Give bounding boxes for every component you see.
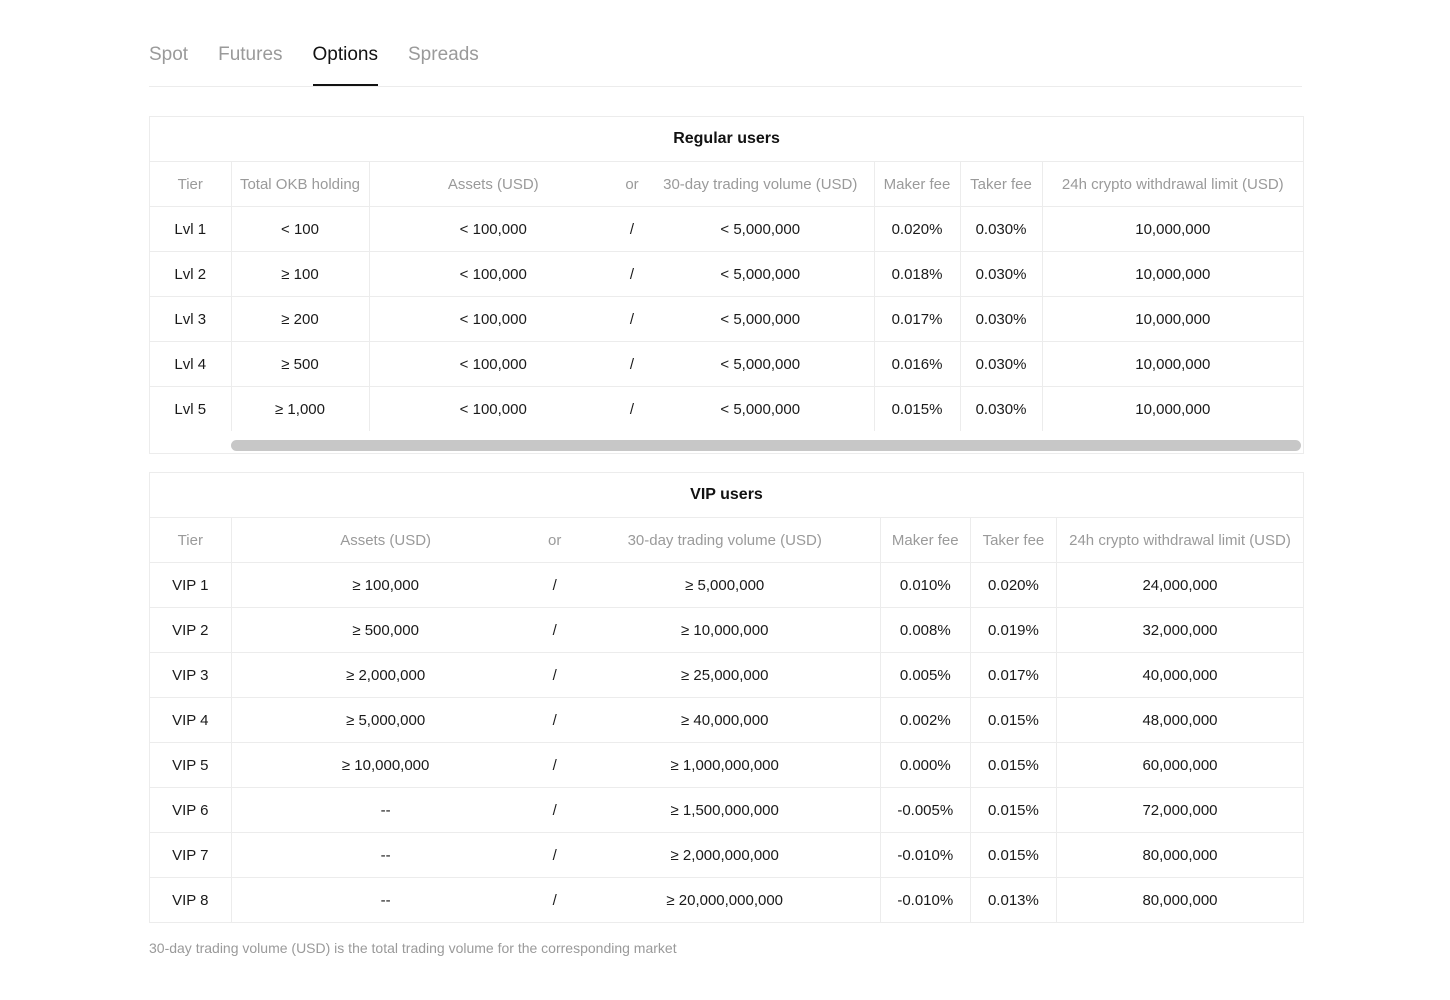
taker-fee-cell: 0.030% <box>960 297 1042 342</box>
vip-users-table <box>149 472 1304 923</box>
okb-holding-cell: ≥ 1,000 <box>231 387 369 432</box>
taker-fee-cell: 0.015% <box>970 833 1056 878</box>
trading-volume-cell: ≥ 25,000,000 <box>570 653 881 698</box>
or-separator-cell: / <box>617 297 647 342</box>
trading-volume-cell: ≥ 5,000,000 <box>570 563 881 608</box>
col-header-assets: Assets (USD) <box>231 518 540 563</box>
col-header-withdrawal-limit: 24h crypto withdrawal limit (USD) <box>1042 162 1303 207</box>
table-row <box>150 698 1303 743</box>
withdrawal-limit-cell: 10,000,000 <box>1042 252 1303 297</box>
taker-fee-cell: 0.030% <box>960 387 1042 432</box>
horizontal-scroll-track <box>150 431 1303 453</box>
withdrawal-limit-cell: 10,000,000 <box>1042 297 1303 342</box>
assets-cell: -- <box>231 878 540 923</box>
vip-users-title: VIP users <box>690 486 763 503</box>
taker-fee-cell: 0.015% <box>970 698 1056 743</box>
trading-volume-cell: ≥ 1,000,000,000 <box>570 743 881 788</box>
assets-cell: < 100,000 <box>369 252 617 297</box>
or-separator-cell: / <box>617 252 647 297</box>
taker-fee-cell: 0.013% <box>970 878 1056 923</box>
table-row <box>150 297 1303 342</box>
table-row <box>150 743 1303 788</box>
tier-cell: VIP 7 <box>150 833 231 878</box>
table-row <box>150 653 1303 698</box>
maker-fee-cell: 0.020% <box>874 207 960 252</box>
tier-cell: VIP 4 <box>150 698 231 743</box>
okb-holding-cell: ≥ 200 <box>231 297 369 342</box>
footnote: 30-day trading volume (USD) is the total trading volume for the corresponding market <box>149 940 677 956</box>
or-separator-cell: / <box>540 608 570 653</box>
withdrawal-limit-cell: 48,000,000 <box>1056 698 1303 743</box>
tier-cell: VIP 5 <box>150 743 231 788</box>
maker-fee-cell: -0.010% <box>880 878 970 923</box>
maker-fee-cell: 0.018% <box>874 252 960 297</box>
table-row <box>150 833 1303 878</box>
tier-cell: Lvl 4 <box>150 342 231 387</box>
tier-cell: VIP 3 <box>150 653 231 698</box>
okb-holding-cell: < 100 <box>231 207 369 252</box>
withdrawal-limit-cell: 60,000,000 <box>1056 743 1303 788</box>
assets-cell: ≥ 100,000 <box>231 563 540 608</box>
regular-users-title: Regular users <box>673 130 780 147</box>
withdrawal-limit-cell: 10,000,000 <box>1042 207 1303 252</box>
trading-volume-cell: < 5,000,000 <box>647 252 874 297</box>
table-row <box>150 387 1303 432</box>
table-row <box>150 608 1303 653</box>
or-separator-cell: / <box>540 698 570 743</box>
trading-volume-cell: < 5,000,000 <box>647 342 874 387</box>
col-header-or: or <box>617 162 647 207</box>
horizontal-scrollbar[interactable] <box>231 440 1301 451</box>
withdrawal-limit-cell: 80,000,000 <box>1056 833 1303 878</box>
withdrawal-limit-cell: 80,000,000 <box>1056 878 1303 923</box>
col-header-tier: Tier <box>150 162 231 207</box>
table-row <box>150 252 1303 297</box>
tier-cell: VIP 1 <box>150 563 231 608</box>
tier-cell: Lvl 5 <box>150 387 231 432</box>
tier-cell: Lvl 3 <box>150 297 231 342</box>
trading-volume-cell: ≥ 10,000,000 <box>570 608 881 653</box>
col-header-or: or <box>540 518 570 563</box>
trading-volume-cell: ≥ 20,000,000,000 <box>570 878 881 923</box>
maker-fee-cell: 0.017% <box>874 297 960 342</box>
tab-spreads[interactable]: Spreads <box>408 44 479 65</box>
withdrawal-limit-cell: 10,000,000 <box>1042 387 1303 432</box>
trading-volume-cell: ≥ 40,000,000 <box>570 698 881 743</box>
col-header-trading-volume: 30-day trading volume (USD) <box>570 518 881 563</box>
assets-cell: ≥ 500,000 <box>231 608 540 653</box>
col-header-okb-holding: Total OKB holding <box>231 162 369 207</box>
or-separator-cell: / <box>540 653 570 698</box>
taker-fee-cell: 0.015% <box>970 743 1056 788</box>
col-header-tier: Tier <box>150 518 231 563</box>
withdrawal-limit-cell: 72,000,000 <box>1056 788 1303 833</box>
assets-cell: ≥ 5,000,000 <box>231 698 540 743</box>
tab-bar <box>149 38 1302 87</box>
maker-fee-cell: 0.016% <box>874 342 960 387</box>
taker-fee-cell: 0.030% <box>960 252 1042 297</box>
col-header-maker-fee: Maker fee <box>880 518 970 563</box>
table-row <box>150 207 1303 252</box>
col-header-taker-fee: Taker fee <box>960 162 1042 207</box>
trading-volume-cell: < 5,000,000 <box>647 207 874 252</box>
trading-volume-cell: ≥ 1,500,000,000 <box>570 788 881 833</box>
maker-fee-cell: 0.005% <box>880 653 970 698</box>
assets-cell: < 100,000 <box>369 297 617 342</box>
tier-cell: Lvl 1 <box>150 207 231 252</box>
col-header-trading-volume: 30-day trading volume (USD) <box>647 162 874 207</box>
taker-fee-cell: 0.017% <box>970 653 1056 698</box>
tier-cell: VIP 8 <box>150 878 231 923</box>
or-separator-cell: / <box>540 788 570 833</box>
maker-fee-cell: -0.005% <box>880 788 970 833</box>
col-header-assets: Assets (USD) <box>369 162 617 207</box>
trading-volume-cell: ≥ 2,000,000,000 <box>570 833 881 878</box>
taker-fee-cell: 0.020% <box>970 563 1056 608</box>
or-separator-cell: / <box>540 833 570 878</box>
tab-spot[interactable]: Spot <box>149 44 189 65</box>
or-separator-cell: / <box>540 563 570 608</box>
tier-cell: Lvl 2 <box>150 252 231 297</box>
or-separator-cell: / <box>617 342 647 387</box>
or-separator-cell: / <box>617 207 647 252</box>
or-separator-cell: / <box>540 743 570 788</box>
maker-fee-cell: 0.000% <box>880 743 970 788</box>
taker-fee-cell: 0.030% <box>960 342 1042 387</box>
table-row <box>150 342 1303 387</box>
table-row <box>150 878 1303 923</box>
assets-cell: ≥ 10,000,000 <box>231 743 540 788</box>
withdrawal-limit-cell: 40,000,000 <box>1056 653 1303 698</box>
okb-holding-cell: ≥ 100 <box>231 252 369 297</box>
taker-fee-cell: 0.030% <box>960 207 1042 252</box>
tier-cell: VIP 2 <box>150 608 231 653</box>
assets-cell: < 100,000 <box>369 387 617 432</box>
col-header-withdrawal-limit: 24h crypto withdrawal limit (USD) <box>1056 518 1303 563</box>
maker-fee-cell: 0.015% <box>874 387 960 432</box>
trading-volume-cell: < 5,000,000 <box>647 387 874 432</box>
okb-holding-cell: ≥ 500 <box>231 342 369 387</box>
maker-fee-cell: 0.010% <box>880 563 970 608</box>
tier-cell: VIP 6 <box>150 788 231 833</box>
tab-options[interactable]: Options <box>313 38 378 86</box>
assets-cell: ≥ 2,000,000 <box>231 653 540 698</box>
table-row <box>150 563 1303 608</box>
col-header-maker-fee: Maker fee <box>874 162 960 207</box>
table-row <box>150 788 1303 833</box>
maker-fee-cell: 0.008% <box>880 608 970 653</box>
withdrawal-limit-cell: 32,000,000 <box>1056 608 1303 653</box>
withdrawal-limit-cell: 24,000,000 <box>1056 563 1303 608</box>
regular-users-table <box>149 116 1304 454</box>
assets-cell: -- <box>231 788 540 833</box>
maker-fee-cell: -0.010% <box>880 833 970 878</box>
or-separator-cell: / <box>617 387 647 432</box>
withdrawal-limit-cell: 10,000,000 <box>1042 342 1303 387</box>
assets-cell: < 100,000 <box>369 207 617 252</box>
assets-cell: < 100,000 <box>369 342 617 387</box>
taker-fee-cell: 0.015% <box>970 788 1056 833</box>
or-separator-cell: / <box>540 878 570 923</box>
trading-volume-cell: < 5,000,000 <box>647 297 874 342</box>
tab-futures[interactable]: Futures <box>218 44 283 65</box>
taker-fee-cell: 0.019% <box>970 608 1056 653</box>
col-header-taker-fee: Taker fee <box>970 518 1056 563</box>
maker-fee-cell: 0.002% <box>880 698 970 743</box>
assets-cell: -- <box>231 833 540 878</box>
